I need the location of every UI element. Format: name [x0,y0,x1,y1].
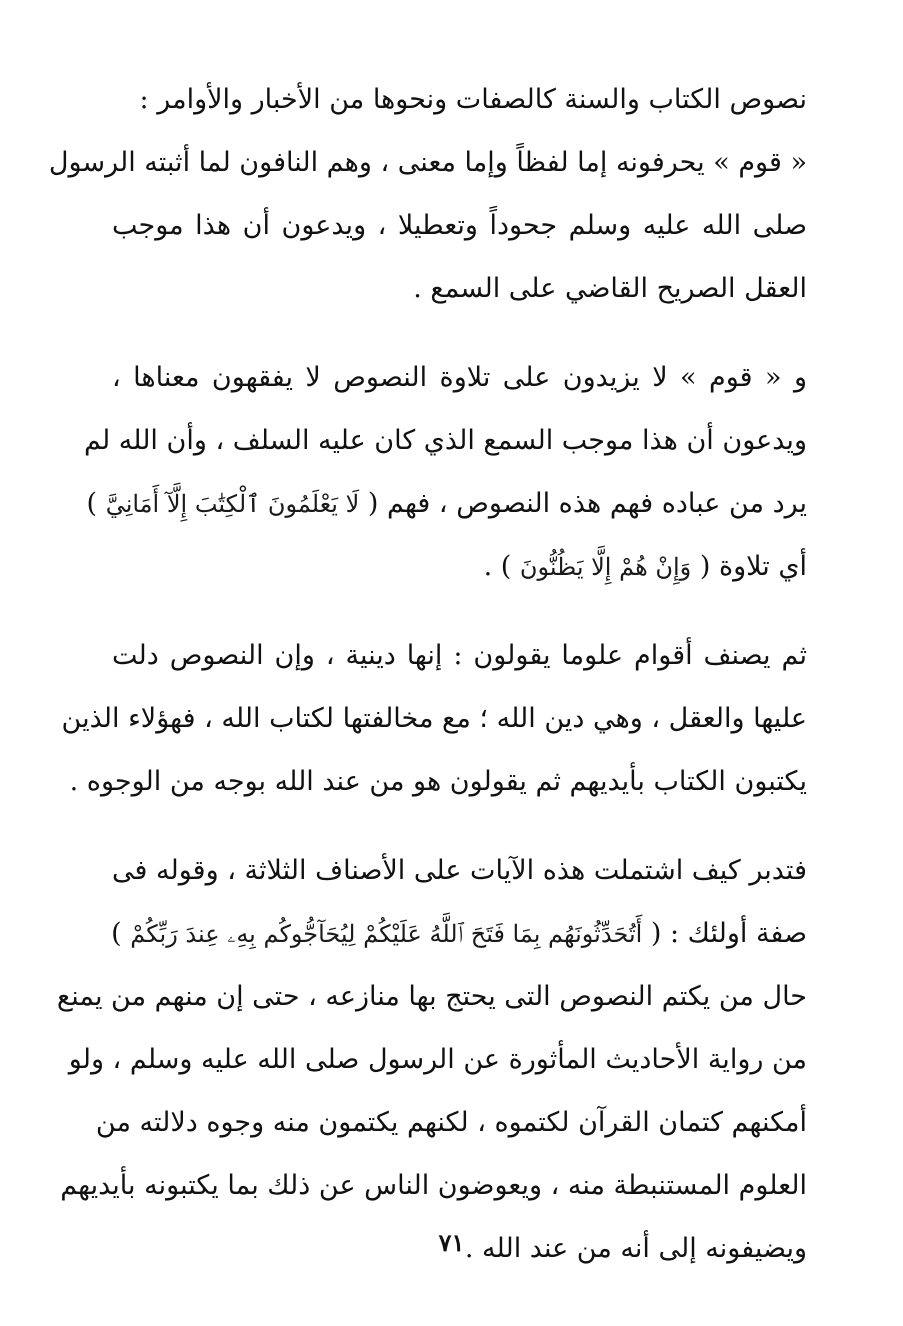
verse-close-bracket: ) [86,488,98,519]
text-line: العقل الصريح القاضي على السمع . [413,273,807,304]
text-line: ويضيفونه إلى أنه من عند الله . [464,1233,807,1264]
paragraph-1 [112,68,807,131]
text-line: « قوم » يحرفونه إما لفظاً وإما معنى ، وهم النافون لما أثبته الرسول [48,147,807,178]
text-line: أمكنهم كتمان القرآن لكتموه ، لكنهم يكتمون منه وجوه دلالته من [95,1107,807,1138]
paragraph-4 [61,624,807,813]
verse-lead-text: أي تلاوة ( [699,551,807,582]
quran-verse: وَإِنْ هُمْ إِلَّا يَظُنُّونَ [519,553,692,581]
verse-close-bracket: ) . [483,551,512,582]
text-line-with-verse [86,472,807,535]
text-line: يكتبون الكتاب بأيديهم ثم يقولون هو من عند الله بوجه من الوجوه . [69,766,807,797]
text-line: ويدعون أن هذا موجب السمع الذي كان عليه السلف ، وأن الله لم [84,425,807,456]
quran-verse: أَتُحَدِّثُونَهُم بِمَا فَتَحَ ٱللَّهُ عَلَيْكُمْ لِيُحَآجُّوكُم بِهِۦ عِندَ رَبِّكُمْ [130,920,643,948]
paragraph-gap [112,598,807,624]
text-line: صلى الله عليه وسلم جحوداً وتعطيلا ، ويدعون أن هذا موجب [112,210,807,241]
text-line-with-verse [112,535,807,598]
text-line: ثم يصنف أقوام علوما يقولون : إنها دينية ، وإن النصوص دلت [112,640,807,671]
paragraph-gap [112,813,807,839]
text-line: العلوم المستنبطة منه ، ويعوضون الناس عن ذلك بما يكتبونه بأيديهم [60,1170,807,1201]
text-line: و « قوم » لا يزيدون على تلاوة النصوص لا يفقهون معناها ، [112,362,807,393]
text-line: حال من يكتم النصوص التى يحتج بها منازعه ، حتى إن منهم من يمنع [56,981,807,1012]
text-line: من رواية الأحاديث المأثورة عن الرسول صلى الله عليه وسلم ، ولو [68,1044,807,1075]
verse-lead-text: يرد من عباده فهم هذه النصوص ، فهم ( [367,488,807,519]
paragraph-5 [56,839,807,1280]
verse-close-bracket: ) [111,918,122,949]
page-number: ٧١ [438,1228,465,1257]
text-line-with-verse [112,902,807,965]
paragraph-gap [112,320,807,346]
text-line: عليها والعقل ، وهي دين الله ؛ مع مخالفتها لكتاب الله ، فهؤلاء الذين [61,703,807,734]
paragraph-3 [84,346,807,598]
quran-verse: لَا يَعْلَمُونَ ٱلْكِتَٰبَ إِلَّآ أَمَانِيَّ [105,490,360,518]
paragraph-2 [48,131,807,320]
verse-lead-text: صفة أولئك : ( [650,918,807,949]
text-line: نصوص الكتاب والسنة كالصفات ونحوها من الأخبار والأوامر : [139,84,807,115]
text-line: فتدبر كيف اشتملت هذه الآيات على الأصناف الثلاثة ، وقوله فى [112,855,807,886]
